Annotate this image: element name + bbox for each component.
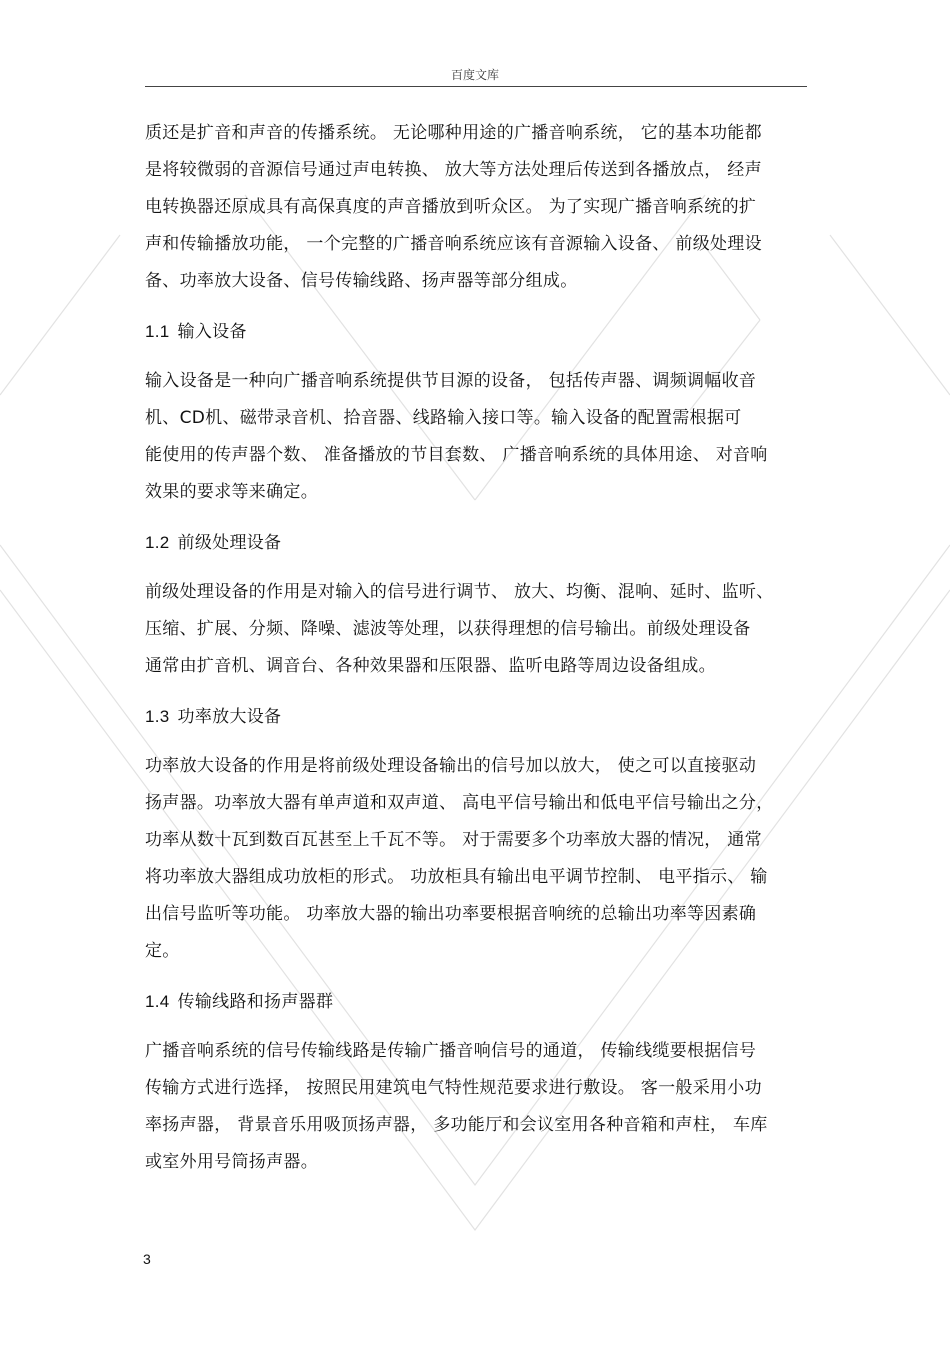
paragraph-line: 是将较微弱的音源信号通过声电转换、 放大等方法处理后传送到各播放点， 经声 [145, 160, 762, 180]
section-title: 功率放大设备 [177, 707, 282, 727]
section-number: 1.3 [145, 707, 170, 726]
section-paragraph [145, 748, 810, 970]
paragraph-line: 功率放大设备的作用是将前级处理设备输出的信号加以放大， 使之可以直接驱动 [145, 756, 757, 776]
paragraph-line: 或室外用号筒扬声器。 [145, 1152, 318, 1172]
paragraph-line: 压缩、扩展、分频、降噪、滤波等处理，以获得理想的信号输出。前级处理设备 [145, 619, 751, 639]
section-heading [145, 313, 810, 351]
section-number: 1.1 [145, 322, 170, 341]
header-divider [145, 86, 807, 87]
paragraph-line: 效果的要求等来确定。 [145, 482, 318, 502]
paragraph-line: 声和传输播放功能， 一个完整的广播音响系统应该有音源输入设备、 前级处理设 [145, 234, 762, 254]
section-title: 输入设备 [177, 322, 247, 342]
section-title: 前级处理设备 [177, 533, 282, 553]
section-heading [145, 524, 810, 562]
section-paragraph [145, 574, 810, 685]
paragraph-line: 通常由扩音机、调音台、各种效果器和压限器、监听电路等周边设备组成。 [145, 656, 716, 676]
document-body [145, 115, 810, 1181]
paragraph-line: 前级处理设备的作用是对输入的信号进行调节、 放大、均衡、混响、延时、监听、 [145, 582, 774, 602]
paragraph-line: 质还是扩音和声音的传播系统。 无论哪种用途的广播音响系统， 它的基本功能都 [145, 123, 762, 143]
section-title: 传输线路和扬声器群 [177, 992, 334, 1012]
section-paragraph [145, 1033, 810, 1181]
section-heading [145, 983, 810, 1021]
paragraph-line: 定。 [145, 941, 180, 961]
paragraph-line: 能使用的传声器个数、 准备播放的节目套数、 广播音响系统的具体用途、 对音响 [145, 445, 768, 465]
paragraph-line: 备、功率放大设备、信号传输线路、扬声器等部分组成。 [145, 271, 578, 291]
paragraph-line: 广播音响系统的信号传输线路是传输广播音响信号的通道， 传输线缆要根据信号 [145, 1041, 757, 1061]
section-paragraph [145, 363, 810, 511]
paragraph-line: 输入设备是一种向广播音响系统提供节目源的设备， 包括传声器、调频调幅收音 [145, 371, 757, 391]
paragraph-line: 扬声器。功率放大器有单声道和双声道、 高电平信号输出和低电平信号输出之分， [145, 793, 774, 813]
intro-paragraph [145, 115, 810, 300]
paragraph-line: 电转换器还原成具有高保真度的声音播放到听众区。 为了实现广播音响系统的扩 [145, 197, 757, 217]
paragraph-line: 将功率放大器组成功放柜的形式。 功放柜具有输出电平调节控制、 电平指示、 输 [145, 867, 768, 887]
section-heading [145, 698, 810, 736]
paragraph-line: 机、CD机、磁带录音机、拾音器、线路输入接口等。输入设备的配置需根据可 [145, 408, 742, 428]
paragraph-line: 率扬声器， 背景音乐用吸顶扬声器， 多功能厅和会议室用各种音箱和声柱， 车库 [145, 1115, 768, 1135]
section-number: 1.4 [145, 992, 170, 1011]
paragraph-line: 传输方式进行选择， 按照民用建筑电气特性规范要求进行敷设。 客一般采用小功 [145, 1078, 762, 1098]
section-number: 1.2 [145, 533, 170, 552]
paragraph-line: 功率从数十瓦到数百瓦甚至上千瓦不等。 对于需要多个功率放大器的情况， 通常 [145, 830, 762, 850]
page-header-title: 百度文库 [450, 68, 499, 82]
paragraph-line: 出信号监听等功能。 功率放大器的输出功率要根据音响统的总输出功率等因素确 [145, 904, 757, 924]
page-number: 3 [143, 1251, 151, 1267]
